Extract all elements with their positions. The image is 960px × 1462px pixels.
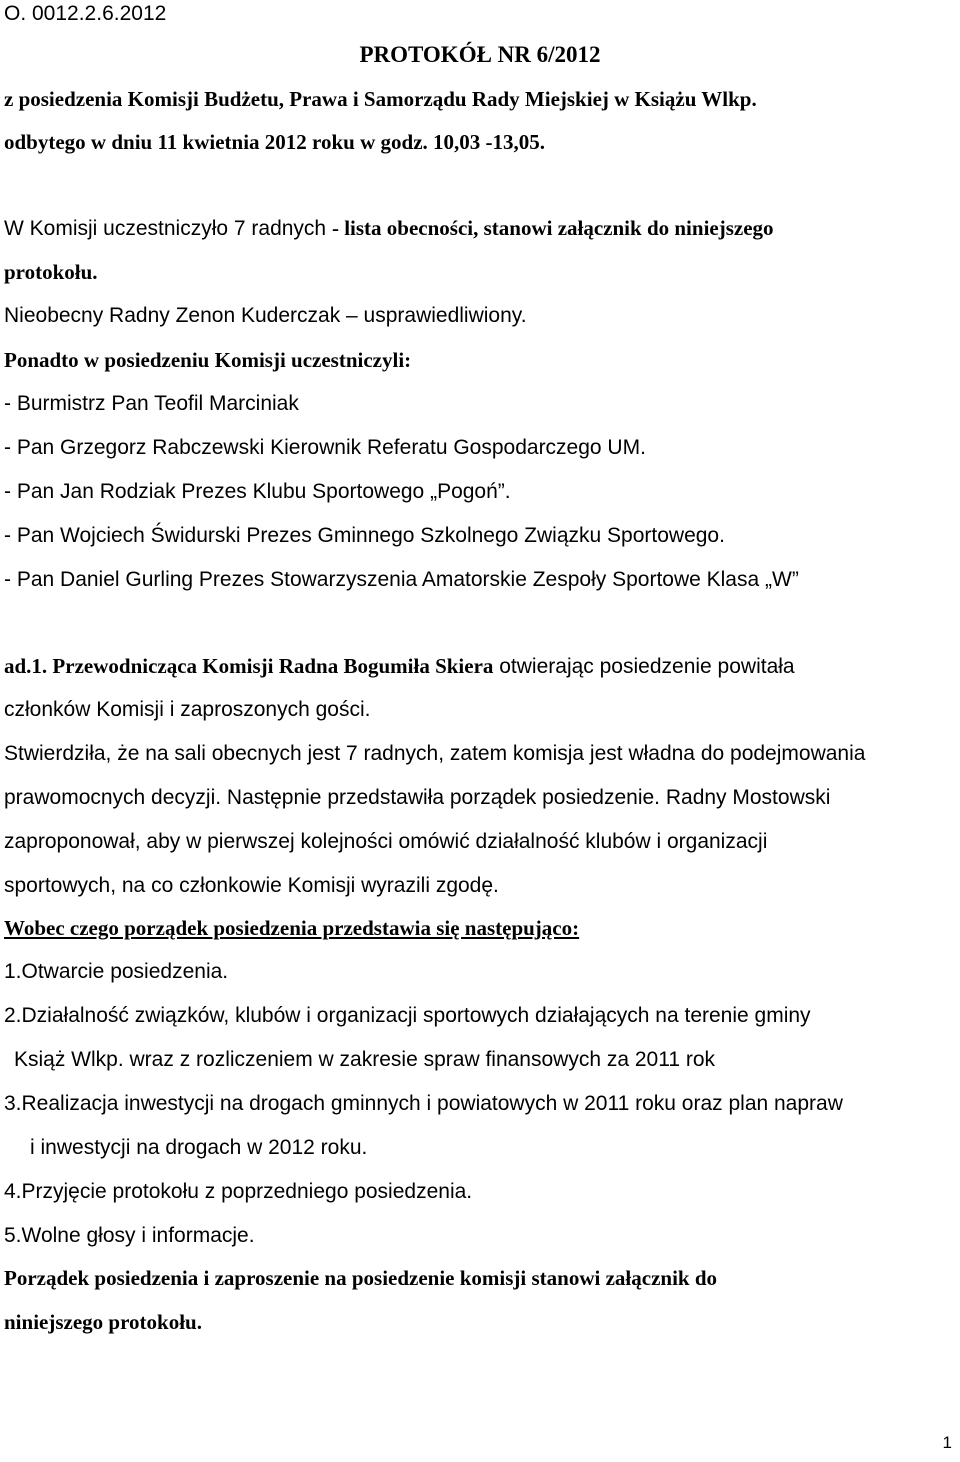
closing-line-1: Porządek posiedzenia i zaproszenie na posiedzenie komisji stanowi załącznik do [4, 1266, 718, 1290]
subtitle-line-1: z posiedzenia Komisji Budżetu, Prawa i Samorządu Rady Miejskiej w Książu Wlkp. [4, 87, 757, 111]
guest-item: - Pan Jan Rodziak Prezes Klubu Sportowego „Pogoń”. [4, 480, 511, 503]
agenda-item-3-continuation: i inwestycji na drogach w 2012 roku. [30, 1136, 368, 1159]
agenda-item-5: 5.Wolne głosy i informacje. [4, 1224, 255, 1247]
guest-item: - Burmistrz Pan Teofil Marciniak [4, 392, 299, 415]
ad1-chair-name: ad.1. Przewodnicząca Komisji Radna Bogumiła Skiera [4, 654, 494, 678]
document-reference: O. 0012.2.6.2012 [4, 2, 167, 25]
attendance-line [4, 214, 774, 243]
subtitle-line-2: odbytego w dniu 11 kwietnia 2012 roku w godz. 10,03 -13,05. [4, 130, 546, 154]
ad1-paragraph-line: Stwierdziła, że na sali obecnych jest 7 radnych, zatem komisja jest władna do podejmowania [4, 742, 866, 765]
agenda-item-2-continuation: Książ Wlkp. wraz z rozliczeniem w zakresie spraw finansowych za 2011 rok [14, 1048, 716, 1071]
attendance-text: W Komisji uczestniczyło 7 radnych [4, 217, 332, 240]
page-number: 1 [942, 1433, 952, 1452]
attendance-list-note: - lista obecności, stanowi załącznik do niniejszego [331, 216, 774, 240]
guest-item: - Pan Wojciech Świdurski Prezes Gminnego Szkolnego Związku Sportowego. [4, 524, 725, 547]
ad1-paragraph-line: zaproponował, aby w pierwszej kolejności omówić działalność klubów i organizacji [4, 830, 768, 853]
absent-member: Nieobecny Radny Zenon Kuderczak – usprawiedliwiony. [4, 304, 527, 327]
agenda-item-4: 4.Przyjęcie protokołu z poprzedniego posiedzenia. [4, 1180, 473, 1203]
ad1-paragraph-line: prawomocnych decyzji. Następnie przedstawiła porządek posiedzenie. Radny Mostowski [4, 786, 831, 809]
ad1-paragraph-line: sportowych, na co członkowie Komisji wyrazili zgodę. [4, 874, 499, 897]
agenda-item-2: 2.Działalność związków, klubów i organizacji sportowych działających na terenie gminy [4, 1004, 811, 1027]
ad1-opening-line [4, 652, 795, 681]
closing-line-2: niniejszego protokołu. [4, 1310, 202, 1334]
agenda-item-3: 3.Realizacja inwestycji na drogach gminnych i powiatowych w 2011 roku oraz plan napraw [4, 1092, 843, 1115]
guest-item: - Pan Grzegorz Rabczewski Kierownik Referatu Gospodarczego UM. [4, 436, 646, 459]
document-title: PROTOKÓŁ NR 6/2012 [359, 42, 601, 67]
guest-item: - Pan Daniel Gurling Prezes Stowarzyszenia Amatorskie Zespoły Sportowe Klasa „W” [4, 568, 799, 591]
ad1-paragraph-line: członków Komisji i zaproszonych gości. [4, 698, 371, 721]
ad1-greeting: otwierając posiedzenie powitała [493, 655, 795, 678]
agenda-heading: Wobec czego porządek posiedzenia przedstawia się następująco: [4, 916, 580, 940]
agenda-item-1: 1.Otwarcie posiedzenia. [4, 960, 229, 983]
attendance-continuation: protokołu. [4, 260, 98, 284]
guests-heading: Ponadto w posiedzeniu Komisji uczestniczyli: [4, 348, 412, 372]
